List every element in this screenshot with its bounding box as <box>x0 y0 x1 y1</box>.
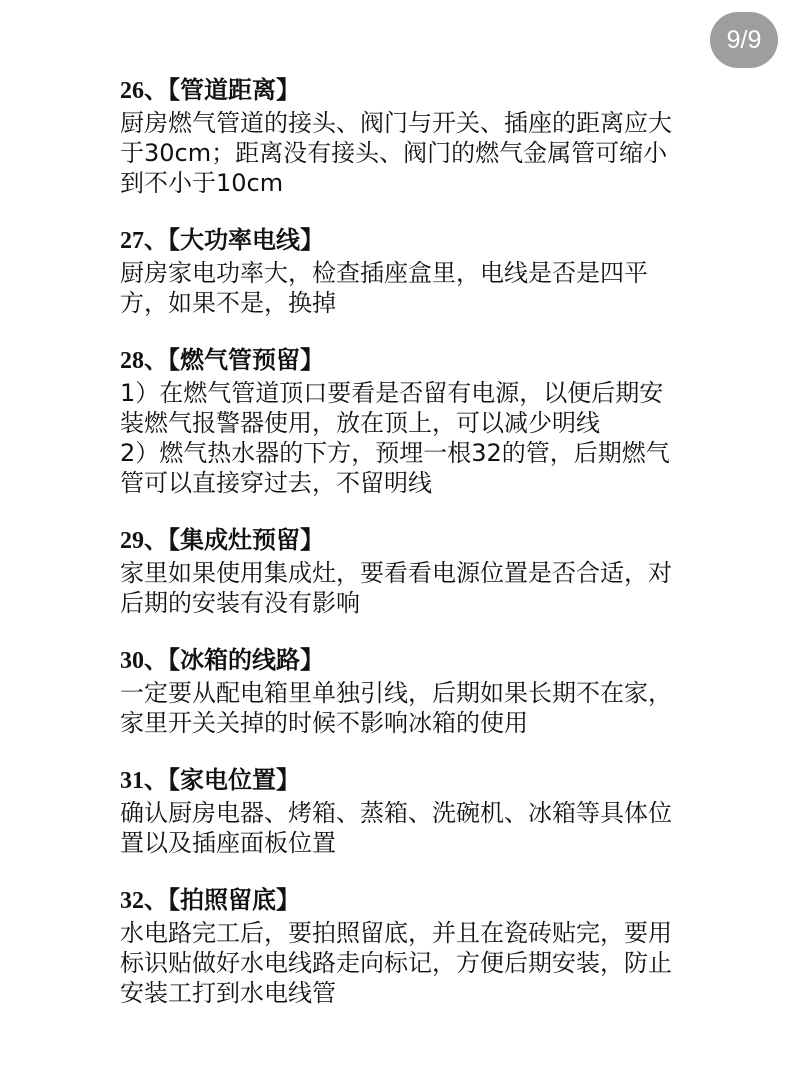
section-number: 28、 <box>120 348 168 374</box>
section-body-line: 一定要从配电箱里单独引线，后期如果长期不在家， <box>120 679 672 707</box>
section-title: 【集成灶预留】 <box>168 526 324 554</box>
section-body-line: 2）燃气热水器的下方，预埋一根32的管，后期燃气 <box>120 439 670 467</box>
section-heading <box>120 882 690 918</box>
section-body-line: 置以及插座面板位置 <box>120 829 336 857</box>
section-body-line: 装燃气报警器使用，放在顶上，可以减少明线 <box>120 409 600 437</box>
section-body-line: 1）在燃气管道顶口要看是否留有电源，以便后期安 <box>120 379 664 407</box>
section-heading <box>120 222 690 258</box>
section-heading <box>120 522 690 558</box>
section-body-line: 家里如果使用集成灶，要看看电源位置是否合适，对 <box>120 559 672 587</box>
section-31 <box>120 762 690 858</box>
section-heading <box>120 642 690 678</box>
section-body-line: 标识贴做好水电线路走向标记，方便后期安装，防止 <box>120 949 672 977</box>
section-body-line: 确认厨房电器、烤箱、蒸箱、洗碗机、冰箱等具体位 <box>120 799 672 827</box>
section-body-line: 家里开关关掉的时候不影响冰箱的使用 <box>120 709 528 737</box>
section-body-line: 安装工打到水电线管 <box>120 979 336 1007</box>
section-30 <box>120 642 690 738</box>
section-heading <box>120 762 690 798</box>
section-number: 31、 <box>120 768 168 794</box>
section-body-line: 厨房家电功率大，检查插座盒里，电线是否是四平 <box>120 259 648 287</box>
section-number: 26、 <box>120 78 168 104</box>
section-number: 30、 <box>120 648 168 674</box>
section-body-line: 后期的安装有没有影响 <box>120 589 360 617</box>
section-number: 27、 <box>120 228 168 254</box>
section-heading <box>120 342 690 378</box>
section-28 <box>120 342 690 498</box>
section-title: 【管道距离】 <box>168 76 300 104</box>
page-indicator-badge: 9/9 <box>710 12 778 68</box>
section-29 <box>120 522 690 618</box>
section-title: 【大功率电线】 <box>168 226 324 254</box>
section-body-line: 方，如果不是，换掉 <box>120 289 336 317</box>
section-title: 【家电位置】 <box>168 766 300 794</box>
section-title: 【冰箱的线路】 <box>168 646 324 674</box>
section-title: 【拍照留底】 <box>168 886 300 914</box>
section-body-line: 管可以直接穿过去，不留明线 <box>120 469 432 497</box>
section-number: 32、 <box>120 888 168 914</box>
section-26 <box>120 72 690 198</box>
section-27 <box>120 222 690 318</box>
section-32 <box>120 882 690 1008</box>
section-number: 29、 <box>120 528 168 554</box>
section-body-line: 水电路完工后，要拍照留底，并且在瓷砖贴完，要用 <box>120 919 672 947</box>
section-body-line: 厨房燃气管道的接头、阀门与开关、插座的距离应大 <box>120 109 672 137</box>
section-heading <box>120 72 690 108</box>
section-title: 【燃气管预留】 <box>168 346 324 374</box>
section-body-line: 于30cm；距离没有接头、阀门的燃气金属管可缩小 <box>120 139 668 167</box>
document-content <box>120 72 690 1032</box>
section-body-line: 到不小于10cm <box>120 169 284 197</box>
